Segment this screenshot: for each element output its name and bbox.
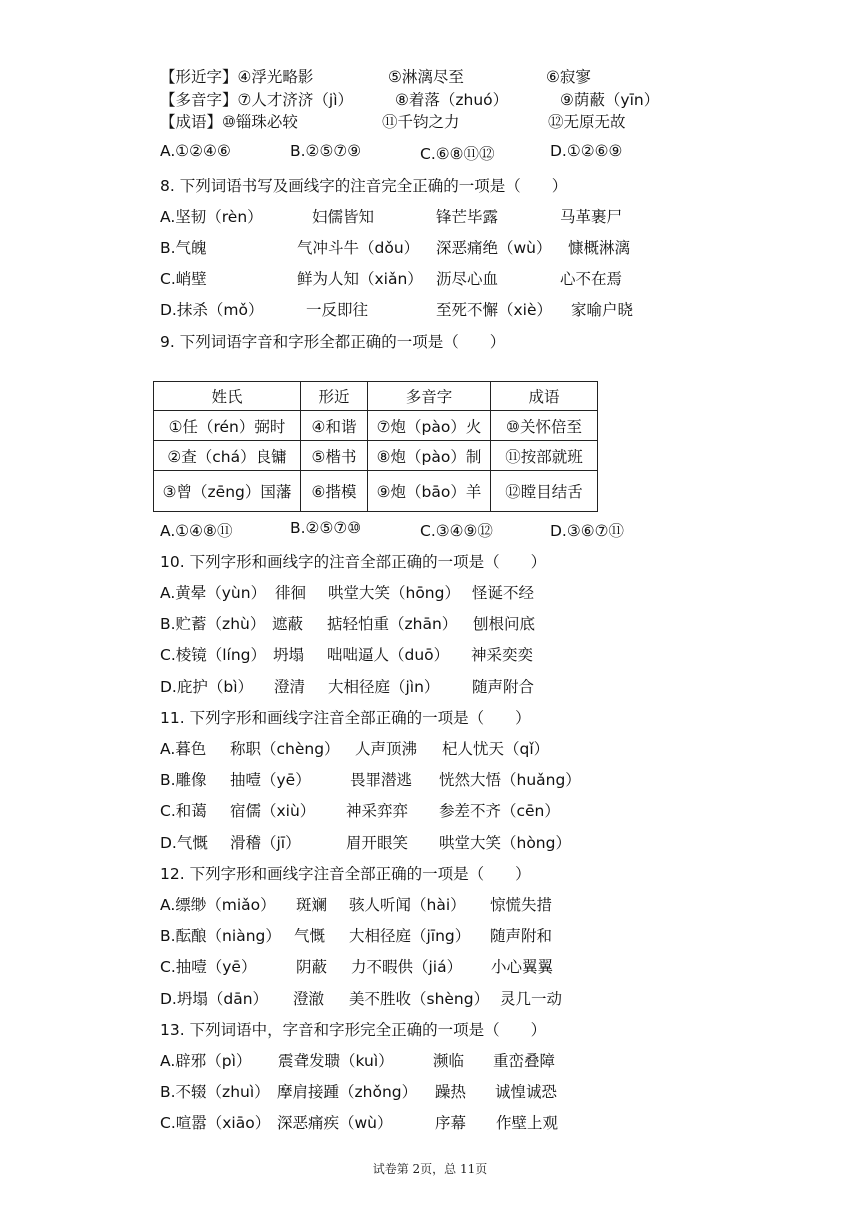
q10-d-3: 大相径庭（jìn） — [328, 678, 440, 696]
q8-b-1: B.气魄 — [160, 239, 207, 257]
q9-cell: ①任（rén）弼时 — [154, 411, 301, 441]
q9-cell: ④和谐 — [301, 411, 368, 441]
q8-d-2: 一反即往 — [306, 301, 369, 319]
q9-cell: ⑦炮（pào）火 — [368, 411, 491, 441]
q9-cell: ⑨炮（bāo）羊 — [368, 471, 491, 512]
q9-option-a: A.①④⑧⑪ — [160, 522, 233, 540]
q13-b-3: 躁热 — [435, 1083, 467, 1101]
q9-cell: ⑩关怀倍至 — [491, 411, 598, 441]
q11-d-3: 眉开眼笑 — [346, 834, 409, 852]
row1-c2: ⑤淋漓尽至 — [388, 68, 464, 86]
q11-b-4: 恍然大悟（huǎng） — [439, 771, 581, 789]
q11-a-4: 杞人忧天（qǐ） — [442, 740, 550, 758]
row1-c3: ⑥寂寥 — [546, 68, 591, 86]
q12-c-1: C.抽噎（yē） — [160, 958, 257, 976]
q10-a-4: 怪诞不经 — [472, 584, 535, 602]
q10-a-3: 哄堂大笑（hōng） — [328, 584, 460, 602]
q13-b-4: 诚惶诚恐 — [495, 1083, 558, 1101]
q9-cell: ⑧炮（pào）制 — [368, 441, 491, 471]
q9-stem: 9. 下列词语字音和字形全都正确的一项是（ ） — [160, 333, 506, 351]
row2-c1: 【多音字】⑦人才济济（jì） — [160, 91, 354, 109]
q12-a-2: 斑斓 — [296, 896, 328, 914]
q9-th-polyphone: 多音字 — [368, 382, 491, 411]
q12-b-3: 大相径庭（jīng） — [349, 927, 471, 945]
q12-a-3: 骇人听闻（hài） — [349, 896, 466, 914]
q12-a-1: A.缥缈（miǎo） — [160, 896, 276, 914]
q9-th-surname: 姓氏 — [154, 382, 301, 411]
q8-c-1: C.峭壁 — [160, 270, 207, 288]
row3-c1: 【成语】⑩锱珠必较 — [160, 113, 298, 131]
q11-a-1: A.暮色 — [160, 740, 207, 758]
q8-c-3: 沥尽心血 — [436, 270, 499, 288]
q8-b-2: 气冲斗牛（dǒu） — [297, 239, 420, 257]
q9-option-c: C.③④⑨⑫ — [420, 522, 493, 540]
row2-c2: ⑧着落（zhuó） — [395, 91, 509, 109]
row3-c3: ⑫无原无故 — [548, 113, 626, 131]
q13-stem: 13. 下列词语中，字音和字形完全正确的一项是（ ） — [160, 1021, 547, 1039]
q9-cell: ②查（chá）良镛 — [154, 441, 301, 471]
q7-option-a: A.①②④⑥ — [160, 142, 231, 160]
q8-a-3: 锋芒毕露 — [436, 208, 499, 226]
q8-a-2: 妇儒皆知 — [312, 208, 375, 226]
q10-c-1: C.棱镜（líng） — [160, 646, 267, 664]
q11-b-1: B.雕像 — [160, 771, 207, 789]
q13-c-4: 作壁上观 — [496, 1114, 559, 1132]
q9-th-idiom: 成语 — [491, 382, 598, 411]
q11-a-2: 称职（chèng） — [230, 740, 340, 758]
q7-option-c: C.⑥⑧⑪⑫ — [420, 145, 495, 163]
q12-c-4: 小心翼翼 — [491, 958, 554, 976]
q12-b-1: B.酝酿（niàng） — [160, 927, 281, 945]
q8-b-3: 深恶痛绝（wù） — [436, 239, 552, 257]
q12-b-2: 气慨 — [294, 927, 326, 945]
q12-a-4: 惊慌失措 — [490, 896, 553, 914]
q8-c-4: 心不在焉 — [560, 270, 623, 288]
q9-cell: ③曾（zēng）国藩 — [154, 471, 301, 512]
q11-c-2: 宿儒（xiù） — [230, 802, 316, 820]
q11-d-2: 滑稽（jī） — [230, 834, 301, 852]
q8-b-4: 慷概淋漓 — [568, 239, 631, 257]
q9-th-similar: 形近 — [301, 382, 368, 411]
q10-c-2: 坍塌 — [273, 646, 305, 664]
q8-stem: 8. 下列词语书写及画线字的注音完全正确的一项是（ ） — [160, 177, 568, 195]
q11-c-3: 神采弈弈 — [346, 802, 409, 820]
q12-d-2: 澄澈 — [293, 990, 325, 1008]
q8-d-4: 家喻户晓 — [571, 301, 634, 319]
q7-option-d: D.①②⑥⑨ — [550, 142, 623, 160]
q12-d-4: 灵几一动 — [500, 990, 563, 1008]
q11-b-3: 畏罪潜逃 — [350, 771, 413, 789]
page-footer: 试卷第 2页，总 11页 — [372, 1162, 488, 1176]
q9-cell: ⑪按部就班 — [491, 441, 598, 471]
q13-b-2: 摩肩接踵（zhǒng） — [277, 1083, 418, 1101]
q10-b-4: 刨根问底 — [473, 615, 536, 633]
q12-d-3: 美不胜收（shèng） — [349, 990, 490, 1008]
row1-c1: 【形近字】④浮光略影 — [160, 68, 314, 86]
q12-d-1: D.坍塌（dān） — [160, 990, 269, 1008]
q11-b-2: 抽噎（yē） — [230, 771, 311, 789]
q11-d-1: D.气慨 — [160, 834, 208, 852]
q10-a-2: 徘徊 — [275, 584, 307, 602]
q10-d-1: D.庇护（bì） — [160, 678, 254, 696]
q12-stem: 12. 下列字形和画线字注音全部正确的一项是（ ） — [160, 865, 531, 883]
q11-a-3: 人声顶沸 — [355, 740, 418, 758]
row3-c2: ⑪千钧之力 — [382, 113, 460, 131]
q12-b-4: 随声附和 — [490, 927, 553, 945]
q11-d-4: 哄堂大笑（hòng） — [439, 834, 571, 852]
q10-b-1: B.贮蓄（zhù） — [160, 615, 266, 633]
q12-c-3: 力不暇供（jiá） — [351, 958, 463, 976]
q9-cell: ⑫瞠目结舌 — [491, 471, 598, 512]
q7-option-b: B.②⑤⑦⑨ — [290, 142, 362, 160]
q8-a-4: 马革裹尸 — [560, 208, 623, 226]
q10-c-4: 神采奕奕 — [471, 646, 534, 664]
q11-stem: 11. 下列字形和画线字注音全部正确的一项是（ ） — [160, 709, 531, 727]
q8-a-1: A.坚韧（rèn） — [160, 208, 263, 226]
q10-b-3: 掂轻怕重（zhān） — [327, 615, 458, 633]
q13-a-4: 重峦叠障 — [493, 1052, 556, 1070]
q11-c-4: 参差不齐（cēn） — [439, 802, 560, 820]
q10-b-2: 遮蔽 — [272, 615, 304, 633]
q10-c-3: 咄咄逼人（duō） — [327, 646, 450, 664]
q10-a-1: A.黄晕（yùn） — [160, 584, 267, 602]
q13-c-1: C.喧嚣（xiāo） — [160, 1114, 271, 1132]
q13-c-3: 序幕 — [435, 1114, 467, 1132]
q9-table — [153, 381, 598, 512]
q13-a-2: 震聋发聩（kuì） — [278, 1052, 394, 1070]
q13-c-2: 深恶痛疾（wù） — [277, 1114, 393, 1132]
q10-d-2: 澄清 — [274, 678, 306, 696]
q11-c-1: C.和蔼 — [160, 802, 207, 820]
q9-cell: ⑥揩模 — [301, 471, 368, 512]
q13-a-3: 濒临 — [433, 1052, 465, 1070]
q12-c-2: 阴蔽 — [296, 958, 328, 976]
q13-a-1: A.辟邪（pì） — [160, 1052, 252, 1070]
q9-option-b: B.②⑤⑦⑩ — [290, 519, 362, 537]
row2-c3: ⑨荫蔽（yīn） — [560, 91, 660, 109]
q8-d-3: 至死不懈（xiè） — [436, 301, 553, 319]
q8-d-1: D.抹杀（mǒ） — [160, 301, 264, 319]
q9-option-d: D.③⑥⑦⑪ — [550, 522, 625, 540]
q10-d-4: 随声附合 — [472, 678, 535, 696]
q9-cell: ⑤楷书 — [301, 441, 368, 471]
q13-b-1: B.不辍（zhuì） — [160, 1083, 270, 1101]
q8-c-2: 鲜为人知（xiǎn） — [297, 270, 423, 288]
q10-stem: 10. 下列字形和画线字的注音全部正确的一项是（ ） — [160, 553, 547, 571]
